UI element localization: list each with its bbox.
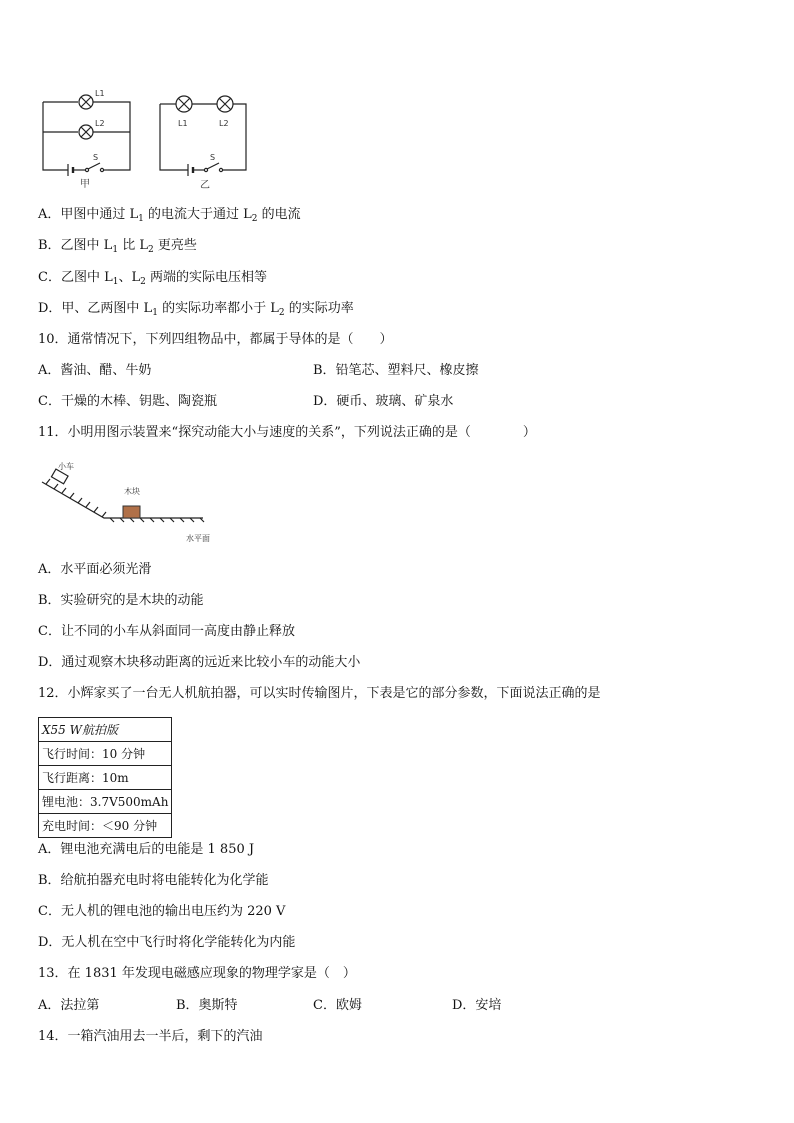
jia-label-l1: L1 bbox=[95, 89, 105, 98]
circuit-jia bbox=[43, 95, 130, 176]
incline-diagram bbox=[38, 458, 223, 548]
jia-caption: 甲 bbox=[80, 179, 90, 190]
q11-stem: 11．小明用图示装置来“探究动能大小与速度的关系”，下列说法正确的是（ ） bbox=[38, 425, 536, 440]
q11-option-d: D．通过观察木块移动距离的远近来比较小车的动能大小 bbox=[38, 655, 361, 670]
label-cart: 小车 bbox=[58, 462, 74, 471]
param-charge-time: 充电时间：＜90 分钟 bbox=[39, 814, 172, 838]
q9-option-a: A．甲图中通过 $L_1$ 的电流大于通过 $L_2$ 的电流 bbox=[38, 207, 301, 224]
jia-label-l2: L2 bbox=[95, 119, 105, 128]
circuit-yi bbox=[160, 96, 246, 176]
q10-option-c: C．干燥的木棒、钥匙、陶瓷瓶 bbox=[38, 394, 217, 409]
q13-option-c: C．欧姆 bbox=[313, 998, 362, 1013]
q12-option-d: D．无人机在空中飞行时将化学能转化为内能 bbox=[38, 935, 296, 950]
q12-option-c: C．无人机的锂电池的输出电压约为 220 V bbox=[38, 904, 286, 919]
param-battery: 锂电池：3.7V500mAh bbox=[39, 790, 172, 814]
q11-option-c: C．让不同的小车从斜面同一高度由静止释放 bbox=[38, 624, 295, 639]
q11-option-a: A．水平面必须光滑 bbox=[38, 562, 152, 577]
q13-stem: 13．在 1831 年发现电磁感应现象的物理学家是（ ） bbox=[38, 966, 356, 981]
label-block: 木块 bbox=[124, 487, 140, 496]
q10-stem: 10．通常情况下，下列四组物品中，都属于导体的是（ ） bbox=[38, 332, 393, 347]
q11-option-b: B．实验研究的是木块的动能 bbox=[38, 593, 204, 608]
yi-label-l2: L2 bbox=[219, 119, 229, 128]
q14-stem: 14．一箱汽油用去一半后，剩下的汽油 bbox=[38, 1029, 263, 1044]
q9-option-d: D．甲、乙两图中 $L_1$ 的实际功率都小于 $L_2$ 的实际功率 bbox=[38, 301, 354, 318]
q10-option-d: D．硬币、玻璃、矿泉水 bbox=[313, 394, 454, 409]
q9-option-b: B．乙图中 $L_1$ 比 $L_2$ 更亮些 bbox=[38, 238, 197, 255]
q13-option-b: B．奥斯特 bbox=[176, 998, 238, 1013]
label-ground: 水平面 bbox=[186, 534, 210, 543]
q13-option-a: A．法拉第 bbox=[38, 998, 100, 1013]
q12-option-b: B．给航拍器充电时将电能转化为化学能 bbox=[38, 873, 269, 888]
param-flight-time: 飞行时间：10 分钟 bbox=[39, 742, 172, 766]
yi-label-s: S bbox=[210, 153, 216, 162]
circuit-diagrams bbox=[38, 84, 253, 194]
q10-option-b: B．铅笔芯、塑料尺、橡皮擦 bbox=[313, 363, 479, 378]
q10-option-a: A．酱油、醋、牛奶 bbox=[38, 363, 152, 378]
q12-stem: 12．小辉家买了一台无人机航拍器，可以实时传输图片，下表是它的部分参数，下面说法正确的是 bbox=[38, 686, 601, 701]
param-flight-distance: 飞行距离：10m bbox=[39, 766, 172, 790]
yi-caption: 乙 bbox=[200, 180, 210, 191]
param-model: X55 W航拍版 bbox=[39, 718, 172, 742]
yi-label-l1: L1 bbox=[178, 119, 188, 128]
drone-params-table bbox=[38, 717, 172, 838]
q12-option-a: A．锂电池充满电后的电能是 1 850 J bbox=[38, 842, 255, 857]
q13-option-d: D．安培 bbox=[452, 998, 502, 1013]
jia-label-s: S bbox=[93, 153, 99, 162]
q9-option-c: C．乙图中 $L_1$、$L_2$ 两端的实际电压相等 bbox=[38, 270, 267, 287]
